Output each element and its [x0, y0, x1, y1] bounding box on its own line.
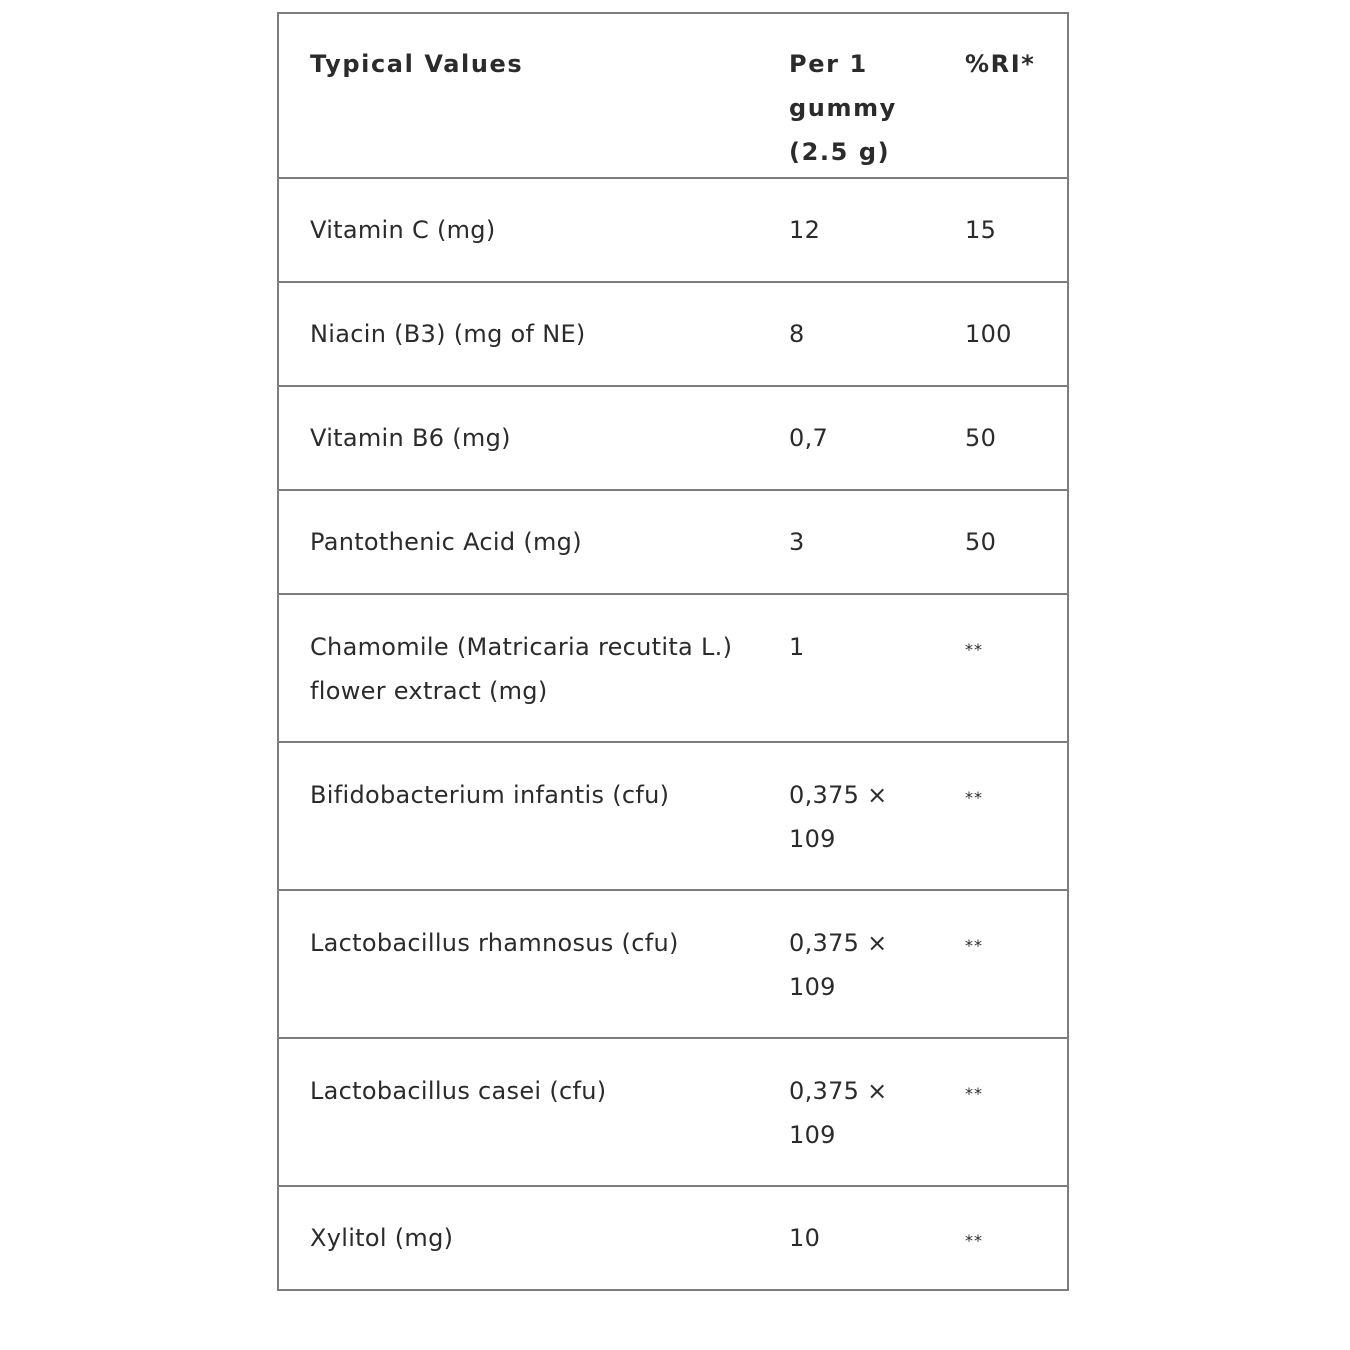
header-ri: %RI* — [965, 50, 1036, 78]
table-row — [278, 742, 1068, 890]
nutrient-name: Pantothenic Acid (mg) — [310, 528, 582, 556]
nutrient-name: Chamomile (Matricaria recutita L.) flower extract (mg) — [310, 633, 733, 705]
table-row — [278, 178, 1068, 282]
nutrient-ri-cell — [934, 1038, 1068, 1186]
table-row — [278, 490, 1068, 594]
nutrition-table — [277, 12, 1069, 1291]
nutrient-amount: 0,375 × 109 — [789, 929, 888, 1001]
nutrient-ri: 15 — [965, 216, 997, 244]
nutrient-amount: 0,375 × 109 — [789, 781, 888, 853]
nutrient-name: Vitamin B6 (mg) — [310, 424, 511, 452]
table-row — [278, 282, 1068, 386]
table-row — [278, 1186, 1068, 1290]
nutrient-name: Lactobacillus casei (cfu) — [310, 1077, 607, 1105]
nutrient-ri-cell — [934, 1186, 1068, 1290]
nutrient-ri: ** — [965, 788, 983, 807]
nutrient-name: Vitamin C (mg) — [310, 216, 496, 244]
nutrient-ri: ** — [965, 1231, 983, 1250]
nutrient-name: Xylitol (mg) — [310, 1224, 454, 1252]
table-row — [278, 890, 1068, 1038]
nutrient-ri: 50 — [965, 528, 997, 556]
nutrient-ri: 100 — [965, 320, 1012, 348]
table-row — [278, 1038, 1068, 1186]
table-row — [278, 386, 1068, 490]
header-per-gummy: Per 1 gummy (2.5 g) — [789, 50, 897, 166]
nutrient-amount: 0,375 × 109 — [789, 1077, 888, 1149]
nutrient-ri: ** — [965, 1084, 983, 1103]
nutrient-ri: ** — [965, 640, 983, 659]
table-header-row — [278, 13, 1068, 178]
nutrient-ri-cell — [934, 890, 1068, 1038]
header-typical-values: Typical Values — [310, 50, 524, 78]
nutrient-amount: 3 — [789, 528, 805, 556]
nutrient-amount: 1 — [789, 633, 805, 661]
nutrient-name: Bifidobacterium infantis (cfu) — [310, 781, 670, 809]
nutrient-ri-cell — [934, 742, 1068, 890]
nutrient-name: Niacin (B3) (mg of NE) — [310, 320, 586, 348]
nutrient-amount: 0,7 — [789, 424, 829, 452]
nutrient-name: Lactobacillus rhamnosus (cfu) — [310, 929, 679, 957]
nutrient-ri-cell — [934, 594, 1068, 742]
nutrient-amount: 8 — [789, 320, 805, 348]
nutrient-amount: 10 — [789, 1224, 821, 1252]
nutrient-ri: ** — [965, 936, 983, 955]
table-row — [278, 594, 1068, 742]
nutrient-ri: 50 — [965, 424, 997, 452]
nutrient-amount: 12 — [789, 216, 821, 244]
